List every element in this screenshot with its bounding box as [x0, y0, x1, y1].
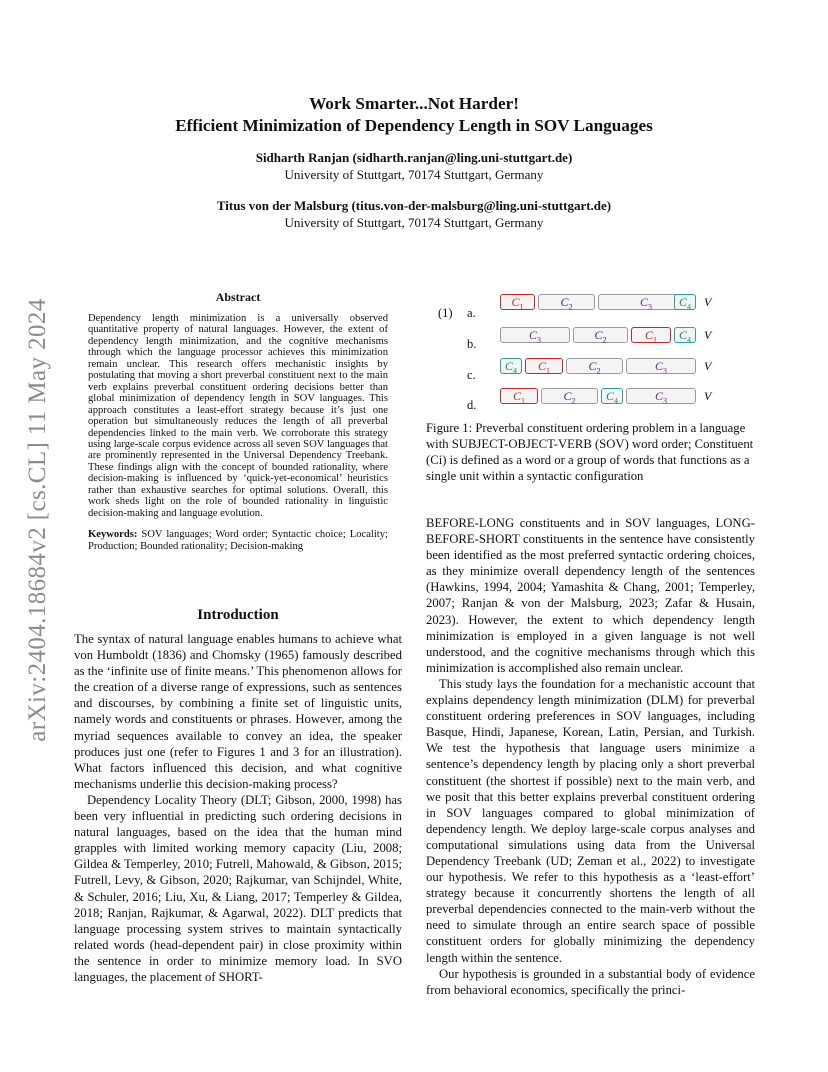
fig-a-box-c3: $C_3$ — [598, 294, 694, 310]
fig-b-box-c1: $C_1$ — [631, 327, 671, 343]
keywords-label: Keywords: — [88, 529, 138, 541]
fig-b-box-c2: $C_2$ — [573, 327, 628, 343]
row-a-label: a. — [467, 306, 476, 320]
figure-1 — [426, 290, 756, 420]
author-1: Sidharth Ranjan (sidharth.ranjan@ling.uni-stuttgart.de) — [255, 150, 573, 165]
paper-title-line2: Efficient Minimization of Dependency Length in SOV Languages — [175, 116, 653, 135]
fig-b-box-c3: $C_3$ — [500, 327, 570, 343]
figure-caption: Figure 1: Preverbal constituent ordering problem in a language with SUBJECT-OBJECT-VERB (SOV) word order; Constituent (Ci) is defined as a word or a group of words that functions as a single unit within a syntactic configuration — [426, 421, 754, 484]
intro-paragraph-5: Our hypothesis is grounded in a substantial body of evidence from behavioral economics, specifically the princi- — [426, 966, 755, 997]
author-2: Titus von der Malsburg (titus.von-der-malsburg@ling.uni-stuttgart.de) — [216, 198, 612, 213]
fig-a-box-c4: $C_4$ — [674, 294, 696, 310]
fig-c-box-c3: $C_3$ — [626, 358, 696, 374]
fig-d-box-c1: $C_1$ — [500, 388, 538, 404]
fig-d-box-c3: $C_3$ — [626, 388, 696, 404]
keywords — [88, 529, 388, 553]
introduction-heading: Introduction — [197, 607, 279, 623]
row-b-label: b. — [467, 337, 477, 351]
fig-d-verb: V — [704, 389, 712, 403]
left-column — [74, 631, 402, 985]
title-block — [74, 93, 754, 231]
affiliation-2: University of Stuttgart, 70174 Stuttgart, Germany — [284, 215, 544, 230]
abstract-heading: Abstract — [215, 290, 261, 304]
fig-c-box-c4: $C_4$ — [500, 358, 522, 374]
fig-c-verb: V — [704, 359, 712, 373]
fig-c-box-c1: $C_1$ — [525, 358, 563, 374]
right-column — [426, 515, 755, 998]
keywords-text: SOV languages; Word order; Syntactic choice; Locality; Production; Bounded rationality; Decision-making — [88, 529, 388, 553]
fig-d-box-c4: $C_4$ — [601, 388, 623, 404]
intro-paragraph-3: BEFORE-LONG constituents and in SOV languages, LONG-BEFORE-SHORT constituents in the sentence have consistently been identified as the most preferred syntactic ordering choices, as they minimize overall dependency length of the sentences (Hawkins, 1994, 2004; Yamashita & Chang, 2001; Temperley, 2007; Ranjan & von der Malsburg, 2023; Zafar & Husain, 2023). However, the extent to which dependency length minimization is employed in a given language is not well understood, and the cognitive mechanisms through which this minimization is accomplished also remain unclear. — [426, 516, 755, 675]
intro-paragraph-4: This study lays the foundation for a mechanistic account that explains dependency length minimization (DLM) for preverbal constituent ordering preferences in SOV languages, including Basque, Hindi, Japanese, Korean, Latin, Persian, and Turkish. We test the hypothesis that language users minimize a sentence’s dependency length by placing only a short preverbal constituent (the shortest if possible) next to the main verb, and we posit that this better explains preverbal constituent ordering in SOV languages compared to global minimization of dependency length. We deploy large-scale corpus analyses and computational simulations using data from the Universal Dependency Treebank (UD; Zeman et al., 2022) to investigate our hypothesis. We refer to this hypothesis as a ‘least-effort’ strategy because it concurrently shortens the length of all preverbal dependencies connected to the main-verb without the need to simulate through an entire search space of possible constituent orders for globally minimizing the dependency length within the sentence. — [426, 676, 755, 965]
abstract-body: Dependency length minimization is a universally observed quantitative property of natural languages. However, the extent of dependency length minimization, and the cognitive mechanisms through which the language processor achieves this minimization remain unclear. This research offers mechanistic insights by postulating that moving a short preverbal constituent next to the main verb explains preverbal constituent ordering decisions better than global minimization of dependency length in SOV languages. This approach constitutes a least-effort strategy because it’s just one operation but simultaneously reduces the length of all preverbal dependencies linked to the main verb. We corroborate this strategy using large-scale corpus evidence across all seven SOV languages that are prominently represented in the Universal Dependency Treebank. These findings align with the concept of bounded rationality, where decision-making is influenced by ‘quick-yet-economical’ heuristics rather than exhaustive searches for optimal solutions. Overall, this work sheds light on the role of bounded rationality in linguistic decision-making and language evolution. — [88, 313, 388, 519]
fig-a-box-c2: $C_2$ — [538, 294, 595, 310]
row-d-label: d. — [467, 398, 477, 412]
abstract-section — [88, 290, 388, 553]
paper-title-line1: Work Smarter...Not Harder! — [309, 94, 519, 113]
fig-c-box-c2: $C_2$ — [566, 358, 623, 374]
figure-example-number: (1) — [438, 306, 453, 320]
intro-paragraph-2: Dependency Locality Theory (DLT; Gibson, 2000, 1998) has been very influential in predicting such ordering decisions in natural languages, based on the idea that the human mind grapples with limited working memory capacity (Liu, 2008; Gildea & Temperley, 2010; Futrell, Mahowald, & Gibson, 2015; Futrell, Levy, & Gibson, 2020; Rajkumar, van Schijndel, White, & Schuler, 2016; Liu, Xu, & Liang, 2017; Temperley & Gildea, 2018; Ranjan, Rajkumar, & Agarwal, 2022). DLT predicts that language processing system strives to maintain syntactically related words (head-dependent pair) in close proximity within the sentence in order to minimize memory load. In SVO languages, the placement of SHORT- — [74, 792, 402, 984]
affiliation-1: University of Stuttgart, 70174 Stuttgart, Germany — [284, 167, 544, 182]
arxiv-identifier: arXiv:2404.18684v2 [cs.CL] 11 May 2024 — [24, 298, 51, 742]
intro-paragraph-1: The syntax of natural language enables humans to achieve what von Humboldt (1836) and Chomsky (1965) famously described as the ‘infinite use of finite means.’ This phenomenon allows for the creation of a diverse range of expressions, such as sentences and discourses, by combining a finite set of linguistic units, namely words and constituents or phrases. However, among the myriad sequences available to convey an idea, the speaker produces just one (refer to Figures 1 and 3 for an illustration). What factors influenced this decision, and what cognitive mechanisms underlie this decision-making process? — [74, 632, 402, 791]
arxiv-sidebar — [18, 280, 58, 760]
fig-d-box-c2: $C_2$ — [541, 388, 598, 404]
fig-a-box-c1: $C_1$ — [500, 294, 535, 310]
fig-b-verb: V — [704, 328, 712, 342]
fig-b-box-c4: $C_4$ — [674, 327, 696, 343]
row-c-label: c. — [467, 368, 476, 382]
fig-a-verb: V — [704, 295, 712, 309]
